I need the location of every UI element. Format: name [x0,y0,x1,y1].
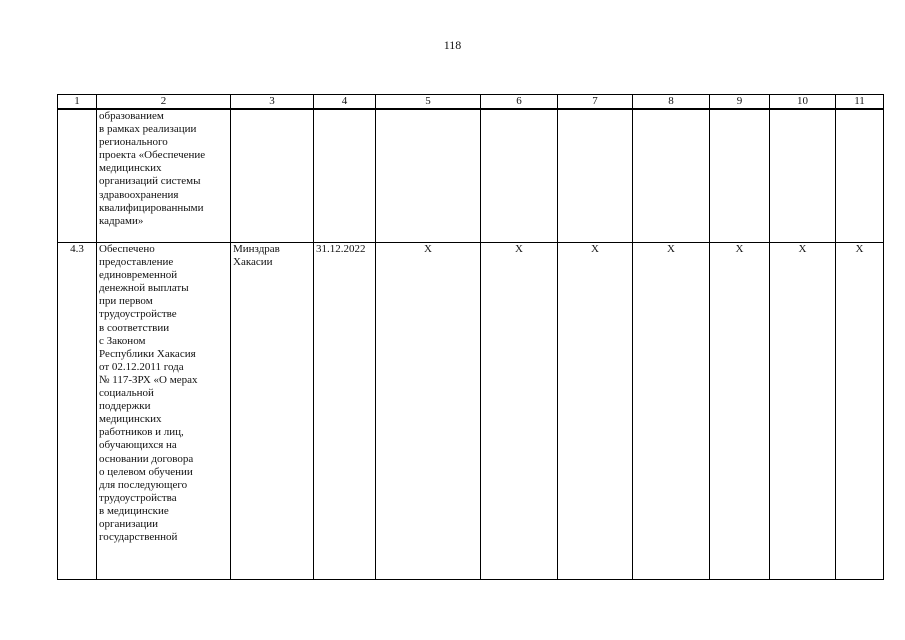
deadline-cell: 31.12.2022 [314,243,376,580]
value-cell: Х [836,243,884,580]
description-cell: Обеспечено предоставление единовременной денежной выплаты при первом трудоустройстве в соответствии с Законом Республики Хакасия от 02.12.2011 года № 117-ЗРХ «О мерах социальной поддержки медицинских работников и лиц, обучающихся на основании договора о целевом обучении для последующего трудоустройства в медицинские организации государственной [97,243,231,580]
deadline-cell [314,109,376,243]
value-cell: Х [770,243,836,580]
value-cell: Х [633,243,710,580]
data-table [57,94,884,580]
value-cell [710,109,770,243]
responsible-cell [231,109,314,243]
value-cell [836,109,884,243]
value-cell [633,109,710,243]
responsible-cell: Минздрав Хакасии [231,243,314,580]
column-header: 6 [481,95,558,110]
column-header: 3 [231,95,314,110]
column-header: 1 [58,95,97,110]
value-cell [558,109,633,243]
value-cell: Х [558,243,633,580]
column-header: 5 [376,95,481,110]
column-header: 11 [836,95,884,110]
column-header: 10 [770,95,836,110]
description-cell: образованием в рамках реализации регионального проекта «Обеспечение медицинских организаций системы здравоохранения квалифицированными кадрами» [97,109,231,243]
page-number: 118 [443,38,462,52]
column-header: 4 [314,95,376,110]
value-cell [481,109,558,243]
row-number-cell [58,109,97,243]
column-header: 8 [633,95,710,110]
value-cell: Х [376,243,481,580]
table-header-row [58,95,884,110]
column-header: 7 [558,95,633,110]
value-cell: Х [710,243,770,580]
table-row [58,243,884,580]
column-header: 9 [710,95,770,110]
row-number-cell: 4.3 [58,243,97,580]
value-cell: Х [481,243,558,580]
value-cell [376,109,481,243]
table-row [58,109,884,243]
column-header: 2 [97,95,231,110]
value-cell [770,109,836,243]
